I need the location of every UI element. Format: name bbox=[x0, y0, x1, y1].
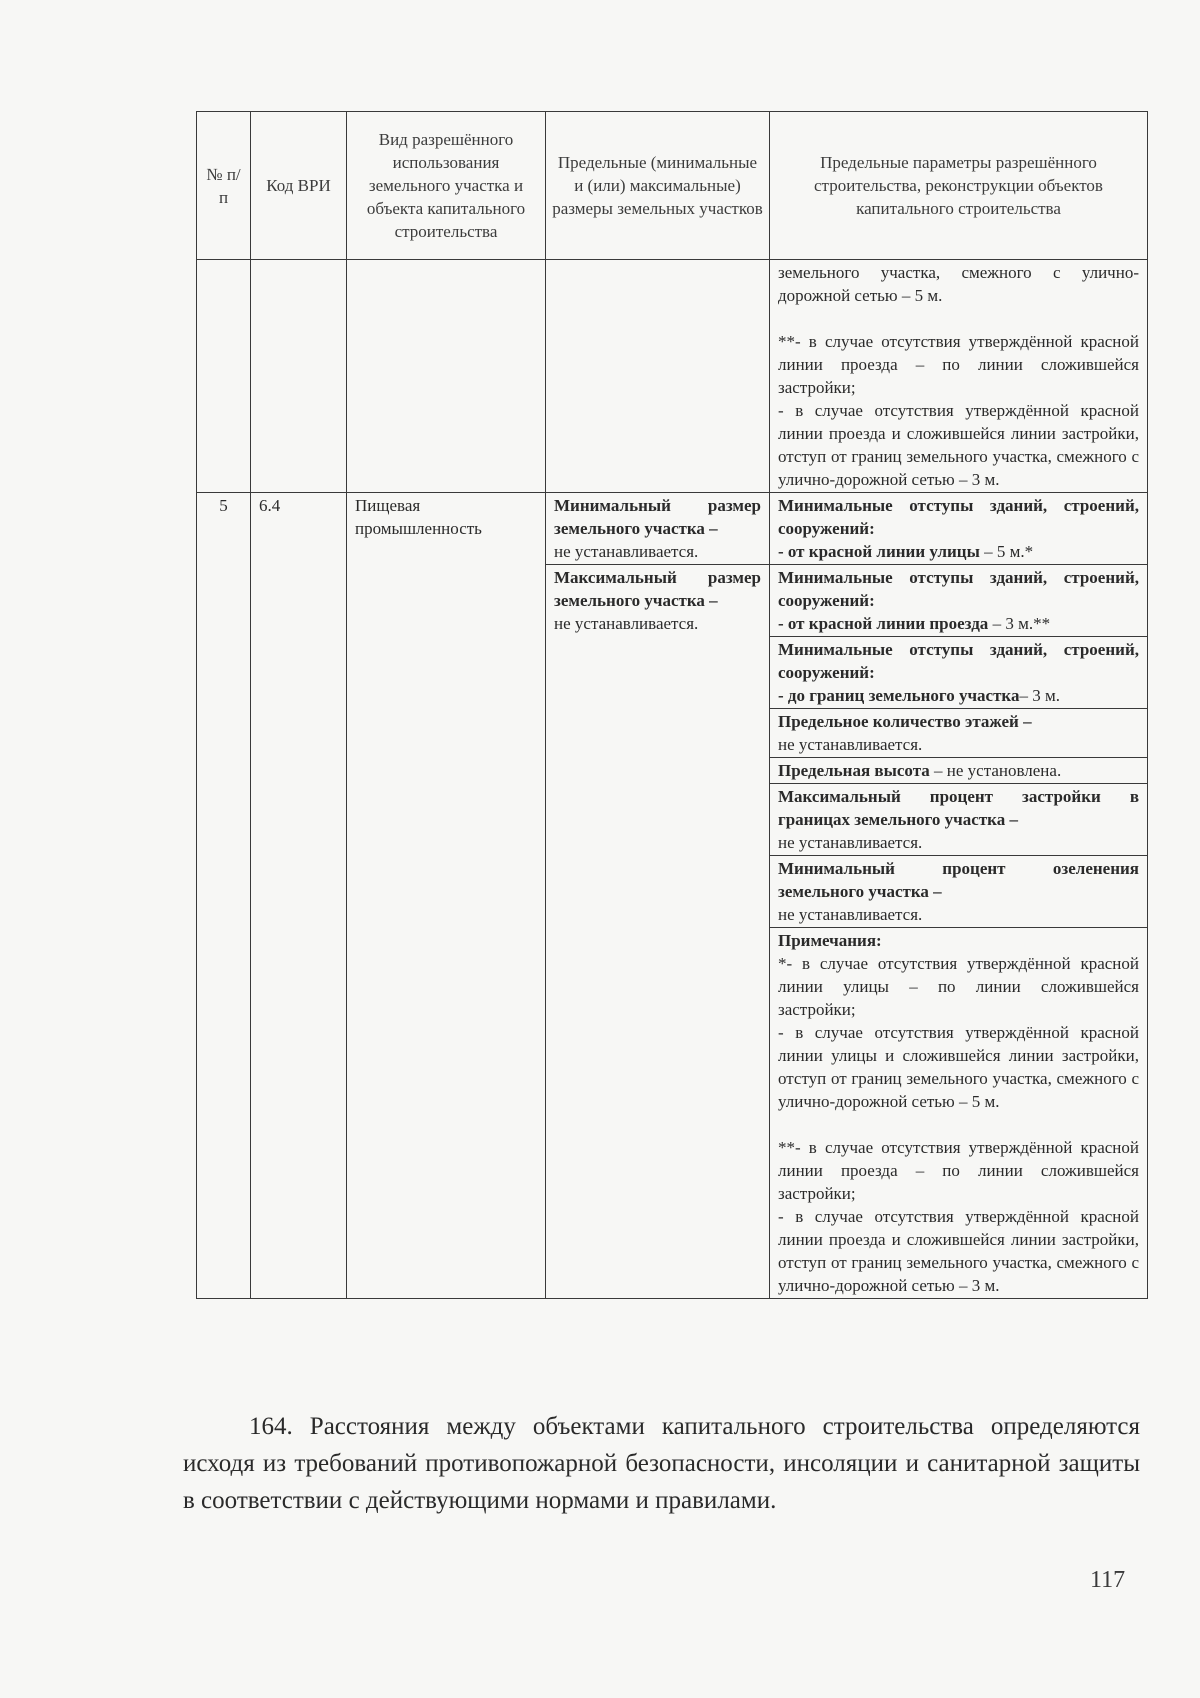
max-plot-size-value: не устанавливается. bbox=[554, 614, 699, 633]
param-setback-boundary: Минимальные отступы зданий, строений, сооружений: - до границ земельного участка– 3 м. bbox=[770, 637, 1148, 709]
min-plot-size bbox=[546, 493, 770, 565]
param-floors: Предельное количество этажей – не устанавливается. bbox=[770, 709, 1148, 758]
max-plot-size-label: Максимальный размер земельного участка – bbox=[554, 568, 761, 610]
param-setback-driveway: Минимальные отступы зданий, строений, сооружений: - от красной линии проезда – 3 м.** bbox=[770, 565, 1148, 637]
table-row-5-a bbox=[197, 493, 1148, 565]
note-1a: *- в случае отсутствия утверждённой красной линии улицы – по линии сложившейся застройки; bbox=[778, 954, 1139, 1019]
continuation-notes bbox=[770, 260, 1148, 493]
continuation-note-2b: - в случае отсутствия утверждённой красной линии проезда и сложившейся линии застройки, отступ от границ земельного участка, смежного с улично-дорожной сетью – 3 м. bbox=[778, 401, 1139, 489]
max-plot-size bbox=[546, 565, 770, 1299]
paragraph-164: 164. Расстояния между объектами капитального строительства определяются исходя из требований противопожарной безопасности, инсоляции и санитарной защиты в соответствии с действующими нормами и правилами. bbox=[183, 1413, 1140, 1514]
header-build-params: Предельные параметры разрешённого строительства, реконструкции объектов капитального строительства bbox=[770, 112, 1148, 260]
note-2b: - в случае отсутствия утверждённой красной линии проезда и сложившейся линии застройки, отступ от границ земельного участка, смежного с улично-дорожной сетью – 3 м. bbox=[778, 1207, 1139, 1295]
zoning-parameters-table bbox=[196, 111, 1148, 1299]
param-height: Предельная высота – не установлена. bbox=[770, 758, 1148, 784]
table-row-continuation bbox=[197, 260, 1148, 493]
note-2a: **- в случае отсутствия утверждённой красной линии проезда – по линии сложившейся застройки; bbox=[778, 1138, 1139, 1203]
continuation-note-2a: **- в случае отсутствия утверждённой красной линии проезда – по линии сложившейся застройки; bbox=[778, 332, 1139, 397]
param-min-greenery: Минимальный процент озеленения земельного участка – не устанавливается. bbox=[770, 856, 1148, 928]
row-code: 6.4 bbox=[251, 493, 347, 1299]
continuation-line: земельного участка, смежного с улично-дорожной сетью – 5 м. bbox=[778, 263, 1139, 305]
header-code: Код ВРИ bbox=[251, 112, 347, 260]
header-number: № п/п bbox=[197, 112, 251, 260]
header-use-type: Вид разрешённого использования земельного участка и объекта капитального строительства bbox=[347, 112, 546, 260]
notes-title: Примечания: bbox=[778, 931, 882, 950]
note-1b: - в случае отсутствия утверждённой красной линии улицы и сложившейся линии застройки, отступ от границ земельного участка, смежного с улично-дорожной сетью – 5 м. bbox=[778, 1023, 1139, 1111]
notes-cell bbox=[770, 928, 1148, 1299]
min-plot-size-value: не устанавливается. bbox=[554, 542, 699, 561]
header-plot-size: Предельные (минимальные и (или) максимальные) размеры земельных участков bbox=[546, 112, 770, 260]
min-plot-size-label: Минимальный размер земельного участка – bbox=[554, 496, 761, 538]
param-setback-street: Минимальные отступы зданий, строений, сооружений: - от красной линии улицы – 5 м.* bbox=[770, 493, 1148, 565]
page-number: 117 bbox=[1090, 1567, 1126, 1593]
table-header-row bbox=[197, 112, 1148, 260]
row-use-type: Пищевая промышленность bbox=[347, 493, 546, 1299]
param-max-coverage: Максимальный процент застройки в границах земельного участка – не устанавливается. bbox=[770, 784, 1148, 856]
row-number: 5 bbox=[197, 493, 251, 1299]
